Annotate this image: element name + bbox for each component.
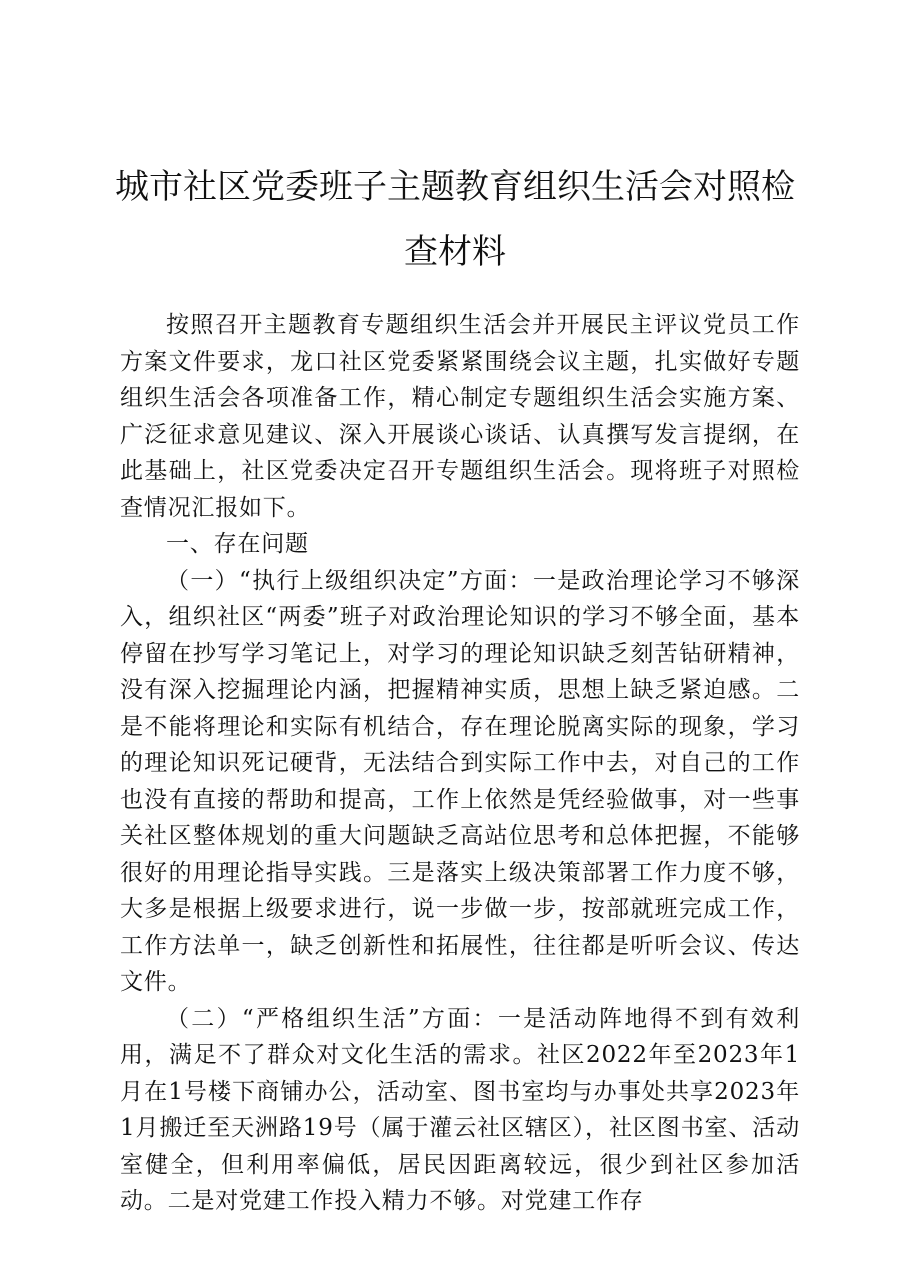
issue-paragraph-1: （一）“执行上级组织决定”方面：一是政治理论学习不够深入，组织社区“两委”班子对政治理论知识的学习不够全面，基本停留在抄写学习笔记上，对学习的理论知识缺乏刻苦钻研精神，没有深入挖掘理论内涵，把握精神实质，思想上缺乏紧迫感。二是不能将理论和实际有机结合，存在理论脱离实际的现象，学习的理论知识死记硬背，无法结合到实际工作中去，对自己的工作也没有直接的帮助和提高，工作上依然是凭经验做事，对一些事关社区整体规划的重大问题缺乏高站位思考和总体把握，不能够很好的用理论指导实践。三是落实上级决策部署工作力度不够，大多是根据上级要求进行，说一步做一步，按部就班完成工作，工作方法单一，缺乏创新性和拓展性，往往都是听听会议、传达文件。 <box>120 567 800 995</box>
document-title-continued: 查材料 <box>404 232 506 272</box>
intro-paragraph: 按照召开主题教育专题组织生活会并开展民主评议党员工作方案文件要求，龙口社区党委紧紧围绕会议主题，扎实做好专题组织生活会各项准备工作，精心制定专题组织生活会实施方案、广泛征求意见建议、深入开展谈心谈话、认真撰写发言提纲，在此基础上，社区党委决定召开专题组织生活会。现将班子对照检查情况汇报如下。 <box>120 312 800 521</box>
section-heading: 一、存在问题 <box>166 531 309 557</box>
issue-paragraph-2: （二）“严格组织生活”方面：一是活动阵地得不到有效利用，满足不了群众对文化生活的需求。社区2022年至2023年1月在1号楼下商铺办公，活动室、图书室均与办事处共享2023年1月搬迁至天洲路19号（属于灌云社区辖区），社区图书室、活动室健全，但利用率偏低，居民因距离较远，很少到社区参加活动。二是对党建工作投入精力不够。对党建工作存 <box>120 1005 800 1214</box>
document-title: 城市社区党委班子主题教育组织生活会对照检 <box>115 167 795 207</box>
document-body <box>120 307 800 1220</box>
